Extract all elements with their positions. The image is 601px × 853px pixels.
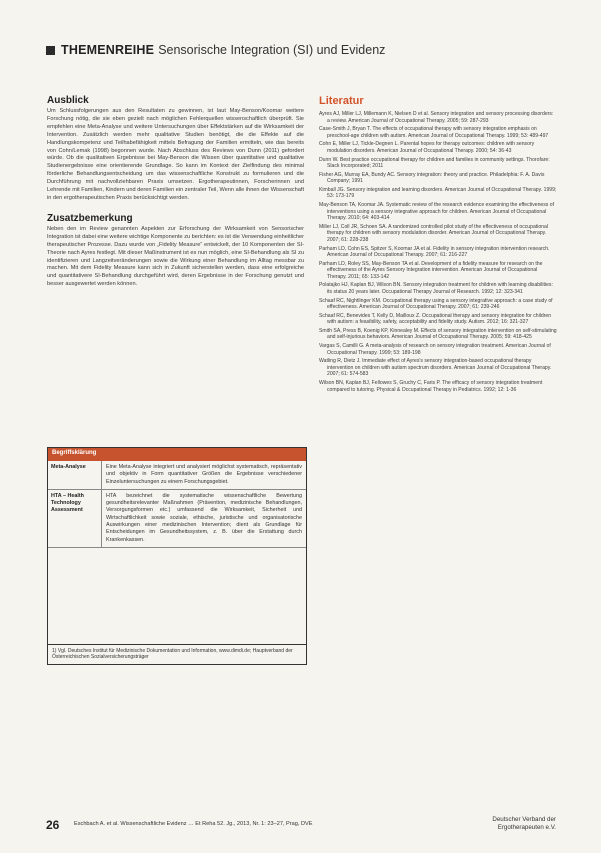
page-header — [46, 42, 556, 58]
reference-item: Cohn E, Miller LJ, Tickle-Degnen L. Parental hopes for therapy outcomes: children with sensory modulation disorders. American Journal of Occupational Therapy. 2000; 54: 36-43 — [319, 141, 535, 154]
header-square-icon — [46, 46, 55, 55]
page-footer — [46, 818, 556, 838]
reference-item: Parham LD, Roley SS, May-Benson TA et al. Development of a fidelity measure for research on the effectiveness of the Ayres Sensory Integration intervention. American Journal of Occupational Therapy. 2011; 65: 133-142 — [319, 260, 543, 280]
box-definition: HTA bezeichnet die systematische wissenschaftliche Bewertung gesundheitsrelevanter Maßnahmen (Prävention, medizinische Behandlungen, Versorgungsformen etc.) umfassend die Wirksamkeit, Sicherheit und Wirtschaftlichkeit sowie soziale, ethische, juristische und organisatorische Auswirkungen einer medizinischen Intervention; dient als Grundlage für Entscheidungen im Gesundheitssystem, z. B. über die Erstattung durch Krankenkassen. — [106, 492, 302, 543]
box-row — [48, 461, 306, 490]
reference-item: Schaaf RC, Benevides T, Kelly D, Mailloux Z. Occupational therapy and sensory integration for children with autism: a feasibility, safety, acceptability and fidelity study. Autism. 2012; 16: 321-327 — [319, 312, 552, 326]
publisher-line-1: Deutscher Verband der — [492, 816, 556, 823]
reference-item: Case-Smith J, Bryan T. The effects of occupational therapy with sensory integration emphasis on preschool-age children with autism. American Journal of Occupational Therapy. 1999; 53: 489-497 — [319, 126, 549, 139]
reference-item: Dunn W. Best practice occupational therapy for children and families in community settings. Thorofare: Slack Incorporated; 2011 — [319, 156, 550, 170]
zusatz-paragraph: Neben den im Review genannten Aspekten zur Erforschung der Wirksamkeit von Sensorischer Integration ist dabei eine weitere wichtige Komponente zu berichten: es ist die Verwendung einheitlicher therapeutischer Prozesse. Dazu wurde von „Fidelity Measure“ entwickelt, der 10 Komponenten der SI-Theorie nach Ayres festlegt. Mit dieser Maßinstrument ist es nun möglich, eine SI-Behandlung als SI zu identifizieren und Langzeitveränderungen sowie die Wirkung einer Behandlung im Alltag messbar zu machen. Mit dem Fidelity Measure kann sich in Zukunft sicherstellen werden, dass eine erfolgreiche und quantitativere SI-Behandlung durchgeführt wird, deren Ergebnisse in der Forschung genutzt und besser ausgewertet werden können. — [47, 225, 304, 288]
ausblick-heading: Ausblick — [47, 95, 89, 106]
reference-list — [319, 111, 557, 393]
zusatz-heading: Zusatzbemerkung — [47, 212, 133, 224]
literature-heading: Literatur — [319, 95, 364, 107]
box-footnote: 1) Vgl. Deutsches Institut für Medizinische Dokumentation und Information, www.dimdi.de; Hauptverband der Österreichischen Sozialversicherungsträger — [48, 644, 306, 664]
box-term: HTA – Health Technology Assessment — [48, 490, 102, 547]
reference-item: Miller LJ, Coll JR, Schoen SA. A randomized controlled pilot study of the effectiveness of occupational therapy for children with sensory modulation disorder. American Journal of Occupational Therapy. 2007; 61: 228-238 — [319, 223, 548, 243]
reference-item: Ayres AJ, Miller LJ, Millemann K, Nielsen D et al. Sensory integration and sensory processing disorders: a review. American Journal of Occupational Therapy. 2005; 59: 287-293 — [319, 111, 554, 124]
box-title: Begriffsklärung — [48, 448, 306, 461]
reference-item: Watling R, Dietz J. Immediate effect of Ayres's sensory integration-based occupational therapy intervention on children with autism spectrum disorders. American Journal of Occupational Therapy. 2007; 61: 574-583 — [319, 358, 552, 378]
reference-item: May-Benson TA, Koomar JA. Systematic review of the research evidence examining the effectiveness of interventions using a sensory integrative approach for children. American Journal of Occupational Therapy. 2010; 64: 403-414 — [319, 202, 554, 222]
right-column — [319, 95, 557, 395]
box-definition: Eine Meta-Analyse integriert und analysiert möglichst systematisch, repräsentativ und objektiv in Form quantitativer Größen die Ergebnisse verschiedener Einzeluntersuchungen zu einem Forschungsgebiet. — [106, 464, 302, 485]
reference-item: Fisher AG, Murray EA, Bundy AC. Sensory integration: theory and practice. Philadelphia: F. A. Davis Company; 1991 — [319, 171, 545, 185]
footer-citation: Eschbach A. et al. Wissenschaftliche Evidenz … Et Reha 52. Jg., 2013, Nr. 1: 23–27, Prag, DVE — [74, 821, 313, 827]
header-theme: THEMENREIHE — [61, 43, 155, 57]
ausblick-paragraph: Um Schlussfolgerungen aus den Resultaten zu gewinnen, ist laut May-Benson/Koomar weitere Forschung nötig, die sie eben gezielt nach möglichen Fehlerquellen wissenschaftlich überprüft. Sie empfehlen eine Meta-Analyse und weitere Untersuchungen über Effektstärken auf die Wirksamkeit der Intervention. Zusätzlich werden mehr qualitative Studien benötigt, die die Effekte auf die Handlungskompetenz und Teilhabefähigkeit mittels Befragung der Familien ermitteln, wie das bereits von Cohn/Lemak (1998) begonnen wurde. Nach Abschluss des Reviews von Dunn (2011) gefordert würde. Ob die qualitativen Ergebnisse bei May-Benson die Wissen über quantitative und qualitative Studienergebnisse eine orientierende Grundlage. So kann im Kontext der Zielfindung des minimal förderliche Behandlungsentscheidung um das wissenschaftliche Konstrukt zu formulieren und die Durchführung mit nachvollziehbaren Praxis umsetzen. Ergotherapeutinnen, Forscherinnen und Lehrende mit Familien, Kindern und deren Familien ein zentraler Teil, Wenn alle ihnen der Wissenschaft in den ergotherapeutischen Praxis berücksichtigt werden. — [47, 108, 304, 201]
box-term: Meta-Analyse — [48, 461, 102, 489]
reference-item: Polatajko HJ, Kaplan BJ, Wilson BN. Sensory integration treatment for children with learning disabilities: its status 20 years later. Occupational Therapy Journal of Research. 1992; 12: 323-341 — [319, 282, 553, 295]
page-number: 26 — [46, 818, 60, 832]
box-row — [48, 490, 306, 548]
left-column — [47, 95, 304, 289]
reference-item: Vargas S, Camilli G. A meta-analysis of research on sensory integration treatment. American Journal of Occupational Therapy. 1999; 53: 189-198 — [319, 343, 551, 356]
reference-item: Schaaf RC, Nightlinger KM. Occupational therapy using a sensory integrative approach: a case study of effectiveness. American Journal of Occupational Therapy. 2007; 61: 239-246 — [319, 297, 553, 311]
header-topic: Sensorische Integration (SI) und Evidenz — [158, 43, 386, 57]
reference-item: Parham LD, Cohn ES, Spitzer S, Koomar JA et al. Fidelity in sensory integration intervention research. American Journal of Occupational Therapy. 2007; 61: 216-227 — [319, 245, 550, 258]
reference-item: Kimball JG. Sensory integration and learning disorders. American Journal of Occupational Therapy. 1999; 53: 173-179 — [319, 186, 557, 200]
definition-box — [47, 447, 307, 665]
publisher-line-2: Ergotherapeuten e.V. — [497, 824, 556, 831]
reference-item: Smith SA, Press B, Koenig KP, Kinnealey M. Effects of sensory integration intervention on self-stimulating and self-injurious behaviors. American Journal of Occupational Therapy. 2005; 59: 418-425 — [319, 327, 557, 341]
publisher-name — [492, 816, 556, 832]
reference-item: Wilson BN, Kaplan BJ, Fellowes S, Gruchy C, Faris P. The efficacy of sensory integration treatment compared to tutoring. Physical & Occupational Therapy in Pediatrics. 1992; 12: 1-36 — [319, 380, 543, 393]
